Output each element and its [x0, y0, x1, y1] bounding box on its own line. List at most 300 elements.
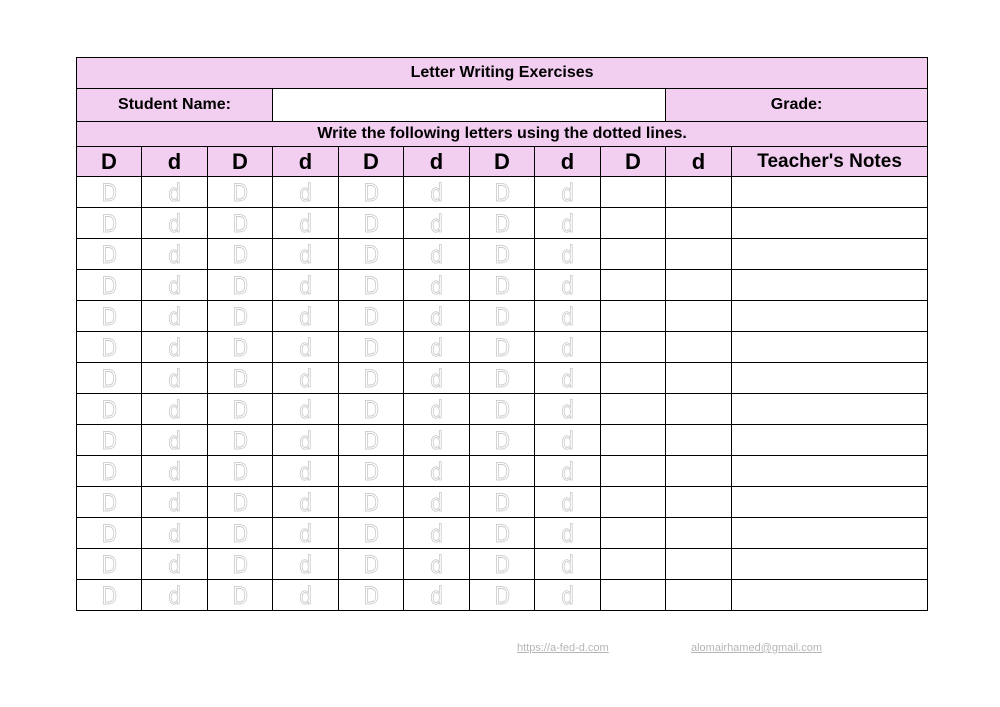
trace-cell[interactable] — [404, 487, 470, 518]
blank-practice-cell[interactable] — [601, 239, 666, 270]
dotted-letter: d — [168, 519, 181, 548]
dotted-letter: D — [101, 457, 117, 486]
trace-cell[interactable] — [470, 456, 535, 487]
trace-cell[interactable] — [535, 177, 601, 208]
website-link[interactable]: https://a-fed-d.com — [517, 642, 609, 654]
trace-cell[interactable] — [273, 549, 339, 580]
dotted-letter: d — [168, 395, 181, 424]
dotted-letter: D — [494, 209, 510, 238]
dotted-letter: d — [561, 271, 574, 300]
trace-cell[interactable] — [339, 487, 404, 518]
dotted-letter: d — [430, 364, 443, 393]
blank-practice-cell[interactable] — [666, 580, 732, 611]
trace-cell[interactable] — [535, 456, 601, 487]
dotted-letter: d — [430, 271, 443, 300]
trace-cell[interactable] — [142, 425, 208, 456]
trace-cell[interactable] — [339, 177, 404, 208]
trace-cell[interactable] — [470, 270, 535, 301]
dotted-letter: D — [363, 302, 379, 331]
teacher-notes-cell[interactable] — [732, 425, 928, 456]
practice-row — [77, 518, 928, 549]
practice-row — [77, 363, 928, 394]
trace-cell[interactable] — [339, 580, 404, 611]
dotted-letter: D — [101, 209, 117, 238]
student-name-label: Student Name: — [77, 89, 273, 122]
dotted-letter: D — [363, 178, 379, 207]
dotted-letter: D — [232, 333, 248, 362]
dotted-letter: D — [363, 364, 379, 393]
dotted-letter: d — [299, 395, 312, 424]
trace-cell[interactable] — [208, 177, 273, 208]
blank-practice-cell[interactable] — [601, 332, 666, 363]
trace-cell[interactable] — [208, 239, 273, 270]
dotted-letter: d — [561, 457, 574, 486]
dotted-letter: d — [168, 426, 181, 455]
dotted-letter: d — [430, 395, 443, 424]
trace-cell[interactable] — [404, 270, 470, 301]
dotted-letter: D — [494, 333, 510, 362]
trace-cell[interactable] — [535, 425, 601, 456]
dotted-letter: d — [430, 240, 443, 269]
dotted-letter: d — [168, 488, 181, 517]
dotted-letter: d — [561, 519, 574, 548]
trace-cell[interactable] — [535, 363, 601, 394]
practice-row — [77, 239, 928, 270]
trace-cell[interactable] — [273, 425, 339, 456]
trace-cell[interactable] — [404, 456, 470, 487]
dotted-letter: d — [561, 178, 574, 207]
practice-row — [77, 580, 928, 611]
practice-row — [77, 549, 928, 580]
dotted-letter: d — [168, 271, 181, 300]
dotted-letter: D — [101, 364, 117, 393]
trace-cell[interactable] — [142, 332, 208, 363]
trace-cell[interactable] — [404, 208, 470, 239]
dotted-letter: D — [101, 488, 117, 517]
dotted-letter: D — [494, 178, 510, 207]
dotted-letter: D — [363, 426, 379, 455]
dotted-letter: d — [561, 364, 574, 393]
trace-cell[interactable] — [273, 301, 339, 332]
trace-cell[interactable] — [142, 270, 208, 301]
trace-cell[interactable] — [142, 549, 208, 580]
blank-practice-cell[interactable] — [601, 518, 666, 549]
letter-header: d — [535, 147, 601, 177]
blank-practice-cell[interactable] — [666, 239, 732, 270]
dotted-letter: D — [494, 581, 510, 610]
worksheet-table — [76, 57, 928, 611]
trace-cell[interactable] — [404, 549, 470, 580]
dotted-letter: D — [494, 364, 510, 393]
trace-cell[interactable] — [339, 239, 404, 270]
trace-cell[interactable] — [77, 425, 142, 456]
trace-cell[interactable] — [208, 456, 273, 487]
practice-row — [77, 456, 928, 487]
dotted-letter: d — [299, 302, 312, 331]
dotted-letter: d — [561, 395, 574, 424]
teacher-notes-cell[interactable] — [732, 301, 928, 332]
practice-row — [77, 394, 928, 425]
trace-cell[interactable] — [208, 425, 273, 456]
teacher-notes-cell[interactable] — [732, 239, 928, 270]
practice-row — [77, 487, 928, 518]
teacher-notes-cell[interactable] — [732, 487, 928, 518]
dotted-letter: D — [101, 302, 117, 331]
trace-cell[interactable] — [339, 208, 404, 239]
teacher-notes-cell[interactable] — [732, 580, 928, 611]
dotted-letter: D — [101, 581, 117, 610]
trace-cell[interactable] — [339, 301, 404, 332]
blank-practice-cell[interactable] — [601, 456, 666, 487]
trace-cell[interactable] — [142, 239, 208, 270]
trace-cell[interactable] — [339, 549, 404, 580]
trace-cell[interactable] — [273, 239, 339, 270]
practice-row — [77, 177, 928, 208]
dotted-letter: D — [363, 271, 379, 300]
dotted-letter: d — [299, 550, 312, 579]
trace-cell[interactable] — [77, 363, 142, 394]
trace-cell[interactable] — [470, 239, 535, 270]
dotted-letter: d — [561, 426, 574, 455]
dotted-letter: D — [363, 395, 379, 424]
letter-header: D — [77, 147, 142, 177]
trace-cell[interactable] — [273, 270, 339, 301]
trace-cell[interactable] — [404, 518, 470, 549]
practice-row — [77, 270, 928, 301]
blank-practice-cell[interactable] — [601, 301, 666, 332]
trace-cell[interactable] — [77, 301, 142, 332]
trace-cell[interactable] — [208, 518, 273, 549]
trace-cell[interactable] — [535, 270, 601, 301]
blank-practice-cell[interactable] — [666, 487, 732, 518]
trace-cell[interactable] — [535, 580, 601, 611]
blank-practice-cell[interactable] — [601, 394, 666, 425]
dotted-letter: D — [101, 271, 117, 300]
trace-cell[interactable] — [535, 549, 601, 580]
trace-cell[interactable] — [339, 363, 404, 394]
trace-cell[interactable] — [77, 208, 142, 239]
teacher-notes-cell[interactable] — [732, 456, 928, 487]
blank-practice-cell[interactable] — [666, 332, 732, 363]
trace-cell[interactable] — [273, 208, 339, 239]
dotted-letter: D — [232, 488, 248, 517]
grade-label: Grade: — [666, 89, 928, 122]
dotted-letter: D — [232, 426, 248, 455]
blank-practice-cell[interactable] — [601, 580, 666, 611]
trace-cell[interactable] — [470, 487, 535, 518]
teacher-notes-cell[interactable] — [732, 549, 928, 580]
trace-cell[interactable] — [339, 270, 404, 301]
dotted-letter: D — [363, 209, 379, 238]
teacher-notes-cell[interactable] — [732, 394, 928, 425]
dotted-letter: D — [494, 488, 510, 517]
dotted-letter: d — [299, 209, 312, 238]
trace-cell[interactable] — [339, 394, 404, 425]
trace-cell[interactable] — [77, 270, 142, 301]
practice-row — [77, 332, 928, 363]
trace-cell[interactable] — [470, 580, 535, 611]
blank-practice-cell[interactable] — [601, 425, 666, 456]
practice-row — [77, 425, 928, 456]
email-link[interactable]: alomairhamed@gmail.com — [691, 642, 822, 654]
trace-cell[interactable] — [77, 456, 142, 487]
blank-practice-cell[interactable] — [666, 363, 732, 394]
dotted-letter: D — [363, 488, 379, 517]
worksheet-title: Letter Writing Exercises — [77, 58, 928, 89]
trace-cell[interactable] — [404, 394, 470, 425]
trace-cell[interactable] — [273, 363, 339, 394]
dotted-letter: D — [363, 581, 379, 610]
dotted-letter: d — [430, 581, 443, 610]
blank-practice-cell[interactable] — [666, 177, 732, 208]
dotted-letter: d — [430, 488, 443, 517]
trace-cell[interactable] — [535, 332, 601, 363]
trace-cell[interactable] — [142, 301, 208, 332]
dotted-letter: d — [430, 457, 443, 486]
dotted-letter: d — [168, 240, 181, 269]
trace-cell[interactable] — [142, 177, 208, 208]
dotted-letter: d — [430, 209, 443, 238]
trace-cell[interactable] — [77, 487, 142, 518]
dotted-letter: d — [430, 519, 443, 548]
blank-practice-cell[interactable] — [666, 456, 732, 487]
practice-row — [77, 301, 928, 332]
trace-cell[interactable] — [470, 301, 535, 332]
teacher-notes-cell[interactable] — [732, 332, 928, 363]
dotted-letter: D — [494, 302, 510, 331]
trace-cell[interactable] — [339, 425, 404, 456]
dotted-letter: D — [101, 426, 117, 455]
letter-header: D — [208, 147, 273, 177]
trace-cell[interactable] — [142, 518, 208, 549]
trace-cell[interactable] — [208, 301, 273, 332]
dotted-letter: D — [232, 240, 248, 269]
practice-row — [77, 208, 928, 239]
blank-practice-cell[interactable] — [666, 549, 732, 580]
blank-practice-cell[interactable] — [601, 208, 666, 239]
dotted-letter: d — [299, 519, 312, 548]
trace-cell[interactable] — [339, 518, 404, 549]
letter-header: d — [273, 147, 339, 177]
trace-cell[interactable] — [208, 332, 273, 363]
dotted-letter: d — [430, 178, 443, 207]
dotted-letter: D — [363, 457, 379, 486]
dotted-letter: d — [168, 550, 181, 579]
dotted-letter: D — [101, 550, 117, 579]
blank-practice-cell[interactable] — [601, 270, 666, 301]
blank-practice-cell[interactable] — [666, 394, 732, 425]
dotted-letter: d — [168, 457, 181, 486]
dotted-letter: d — [561, 209, 574, 238]
dotted-letter: D — [232, 364, 248, 393]
trace-cell[interactable] — [142, 580, 208, 611]
trace-cell[interactable] — [208, 580, 273, 611]
dotted-letter: D — [363, 519, 379, 548]
trace-cell[interactable] — [208, 270, 273, 301]
dotted-letter: d — [299, 271, 312, 300]
student-name-field[interactable] — [273, 89, 666, 122]
dotted-letter: D — [101, 333, 117, 362]
dotted-letter: d — [299, 457, 312, 486]
dotted-letter: d — [430, 302, 443, 331]
trace-cell[interactable] — [470, 394, 535, 425]
blank-practice-cell[interactable] — [601, 549, 666, 580]
trace-cell[interactable] — [142, 394, 208, 425]
trace-cell[interactable] — [77, 394, 142, 425]
trace-cell[interactable] — [404, 177, 470, 208]
dotted-letter: d — [299, 364, 312, 393]
dotted-letter: D — [232, 302, 248, 331]
teacher-notes-cell[interactable] — [732, 208, 928, 239]
trace-cell[interactable] — [404, 580, 470, 611]
trace-cell[interactable] — [273, 456, 339, 487]
blank-practice-cell[interactable] — [601, 177, 666, 208]
dotted-letter: d — [299, 178, 312, 207]
letter-header: D — [601, 147, 666, 177]
trace-cell[interactable] — [470, 425, 535, 456]
trace-cell[interactable] — [535, 518, 601, 549]
teacher-notes-cell[interactable] — [732, 270, 928, 301]
dotted-letter: D — [363, 333, 379, 362]
trace-cell[interactable] — [273, 332, 339, 363]
dotted-letter: d — [299, 240, 312, 269]
dotted-letter: D — [101, 240, 117, 269]
dotted-letter: D — [232, 209, 248, 238]
dotted-letter: D — [494, 271, 510, 300]
letter-header: d — [404, 147, 470, 177]
trace-cell[interactable] — [208, 208, 273, 239]
trace-cell[interactable] — [404, 239, 470, 270]
trace-cell[interactable] — [208, 487, 273, 518]
worksheet — [76, 57, 927, 611]
teacher-notes-cell[interactable] — [732, 177, 928, 208]
trace-cell[interactable] — [470, 177, 535, 208]
dotted-letter: d — [168, 178, 181, 207]
trace-cell[interactable] — [273, 580, 339, 611]
dotted-letter: d — [561, 302, 574, 331]
dotted-letter: d — [168, 333, 181, 362]
dotted-letter: D — [232, 550, 248, 579]
blank-practice-cell[interactable] — [666, 270, 732, 301]
dotted-letter: d — [561, 550, 574, 579]
dotted-letter: D — [232, 457, 248, 486]
dotted-letter: d — [561, 240, 574, 269]
trace-cell[interactable] — [470, 549, 535, 580]
trace-cell[interactable] — [404, 425, 470, 456]
dotted-letter: D — [494, 457, 510, 486]
dotted-letter: d — [299, 426, 312, 455]
dotted-letter: D — [494, 519, 510, 548]
dotted-letter: d — [430, 333, 443, 362]
dotted-letter: d — [299, 333, 312, 362]
trace-cell[interactable] — [404, 301, 470, 332]
dotted-letter: d — [168, 302, 181, 331]
trace-cell[interactable] — [273, 394, 339, 425]
dotted-letter: D — [232, 178, 248, 207]
teachers-notes-header: Teacher's Notes — [732, 147, 928, 177]
dotted-letter: D — [232, 581, 248, 610]
dotted-letter: D — [494, 395, 510, 424]
trace-cell[interactable] — [470, 518, 535, 549]
trace-cell[interactable] — [142, 363, 208, 394]
trace-cell[interactable] — [339, 332, 404, 363]
trace-cell[interactable] — [142, 487, 208, 518]
trace-cell[interactable] — [470, 363, 535, 394]
dotted-letter: D — [101, 519, 117, 548]
trace-cell[interactable] — [77, 332, 142, 363]
dotted-letter: D — [232, 395, 248, 424]
trace-cell[interactable] — [273, 177, 339, 208]
dotted-letter: d — [430, 550, 443, 579]
trace-cell[interactable] — [470, 208, 535, 239]
teacher-notes-cell[interactable] — [732, 363, 928, 394]
trace-cell[interactable] — [404, 363, 470, 394]
trace-cell[interactable] — [77, 239, 142, 270]
trace-cell[interactable] — [535, 487, 601, 518]
dotted-letter: D — [101, 395, 117, 424]
trace-cell[interactable] — [535, 208, 601, 239]
trace-cell[interactable] — [339, 456, 404, 487]
letter-header: d — [142, 147, 208, 177]
blank-practice-cell[interactable] — [601, 363, 666, 394]
trace-cell[interactable] — [535, 301, 601, 332]
dotted-letter: D — [232, 271, 248, 300]
trace-cell[interactable] — [535, 394, 601, 425]
trace-cell[interactable] — [273, 518, 339, 549]
dotted-letter: D — [101, 178, 117, 207]
dotted-letter: D — [232, 519, 248, 548]
letter-header: d — [666, 147, 732, 177]
dotted-letter: d — [561, 581, 574, 610]
trace-cell[interactable] — [208, 363, 273, 394]
trace-cell[interactable] — [142, 208, 208, 239]
trace-cell[interactable] — [208, 394, 273, 425]
dotted-letter: d — [168, 364, 181, 393]
trace-cell[interactable] — [404, 332, 470, 363]
trace-cell[interactable] — [77, 580, 142, 611]
dotted-letter: d — [299, 581, 312, 610]
dotted-letter: d — [561, 488, 574, 517]
blank-practice-cell[interactable] — [666, 425, 732, 456]
trace-cell[interactable] — [77, 518, 142, 549]
blank-practice-cell[interactable] — [666, 518, 732, 549]
trace-cell[interactable] — [535, 239, 601, 270]
dotted-letter: D — [494, 240, 510, 269]
dotted-letter: d — [561, 333, 574, 362]
trace-cell[interactable] — [142, 456, 208, 487]
trace-cell[interactable] — [77, 549, 142, 580]
letter-header: D — [470, 147, 535, 177]
teacher-notes-cell[interactable] — [732, 518, 928, 549]
dotted-letter: D — [363, 550, 379, 579]
instructions: Write the following letters using the dotted lines. — [77, 122, 928, 147]
blank-practice-cell[interactable] — [666, 301, 732, 332]
trace-cell[interactable] — [77, 177, 142, 208]
dotted-letter: D — [494, 550, 510, 579]
dotted-letter: d — [430, 426, 443, 455]
blank-practice-cell[interactable] — [666, 208, 732, 239]
trace-cell[interactable] — [208, 549, 273, 580]
dotted-letter: D — [494, 426, 510, 455]
trace-cell[interactable] — [470, 332, 535, 363]
dotted-letter: d — [168, 581, 181, 610]
dotted-letter: d — [168, 209, 181, 238]
blank-practice-cell[interactable] — [601, 487, 666, 518]
dotted-letter: d — [299, 488, 312, 517]
letter-header: D — [339, 147, 404, 177]
dotted-letter: D — [363, 240, 379, 269]
trace-cell[interactable] — [273, 487, 339, 518]
